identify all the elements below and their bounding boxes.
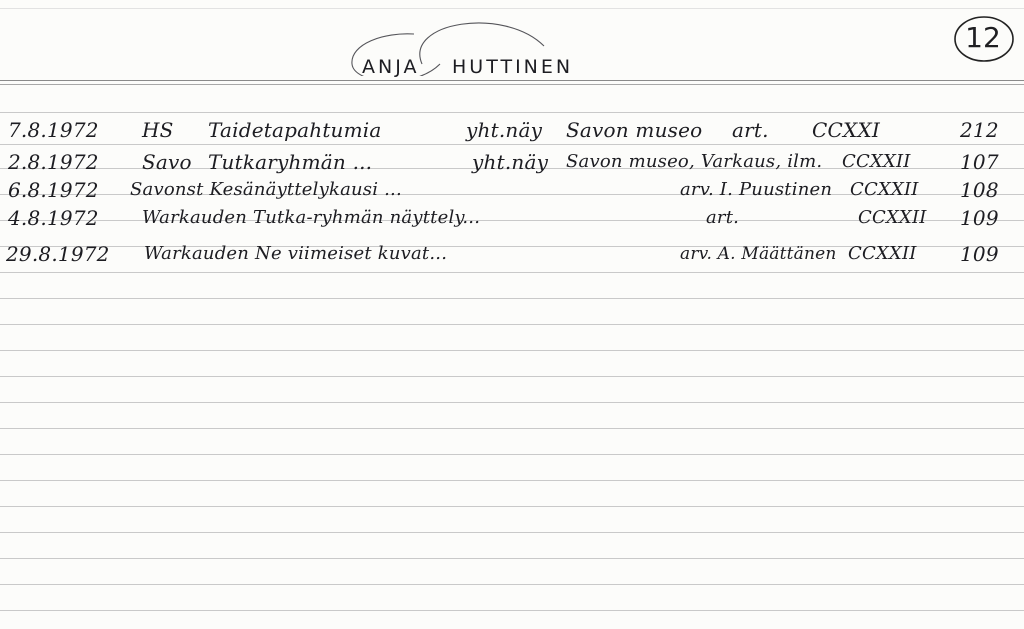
- rule-line: [0, 428, 1024, 429]
- rule-line: [0, 298, 1024, 299]
- entry-number: 108: [960, 178, 999, 202]
- entry-title: Warkauden Tutka-ryhmän näyttely...: [142, 207, 481, 228]
- entry-title: Taidetapahtumia: [208, 118, 382, 142]
- entry-volume: CCXXII: [858, 207, 927, 228]
- entry-volume: CCXXII: [850, 179, 919, 200]
- entry-title: Savonst Kesänäyttelykausi ...: [130, 179, 402, 200]
- card-number-text: 12: [965, 21, 1001, 54]
- rule-line: [0, 376, 1024, 377]
- entry-number: 107: [960, 150, 999, 174]
- rule-line: [0, 144, 1024, 145]
- person-name: [356, 50, 596, 86]
- rule-line: [0, 350, 1024, 351]
- entry-date: 7.8.1972: [8, 118, 99, 142]
- rule-line: [0, 584, 1024, 585]
- entry-type: yht.näy: [466, 118, 543, 142]
- entry-date: 6.8.1972: [8, 178, 99, 202]
- entry-volume: CCXXII: [842, 151, 911, 172]
- entry-venue: Savon museo, Varkaus, ilm.: [566, 151, 823, 172]
- entry-volume: CCXXI: [812, 118, 880, 142]
- rule-line: [0, 112, 1024, 113]
- entry-type: yht.näy: [472, 150, 549, 174]
- entry-title: Warkauden Ne viimeiset kuvat...: [144, 243, 448, 264]
- entry-reviewer: art.: [706, 207, 740, 228]
- rule-line: [0, 610, 1024, 611]
- entry-date: 29.8.1972: [6, 242, 110, 266]
- rule-line: [0, 480, 1024, 481]
- last-name: HUTTINEN: [452, 56, 574, 78]
- rule-line: [0, 532, 1024, 533]
- first-name: ANJA: [362, 56, 420, 78]
- rule-line: [0, 324, 1024, 325]
- entry-title: Tutkaryhmän ...: [208, 150, 373, 174]
- entry-reviewer: arv. I. Puustinen: [680, 179, 833, 200]
- rule-line: [0, 506, 1024, 507]
- rule-line: [0, 272, 1024, 273]
- entry-venue: Savon museo: [566, 118, 703, 142]
- entry-publication: HS: [142, 118, 174, 142]
- entry-reviewer: art.: [732, 118, 769, 142]
- entry-number: 109: [960, 242, 999, 266]
- rule-line: [0, 454, 1024, 455]
- card-number: [952, 14, 1018, 66]
- rule-line: [0, 402, 1024, 403]
- rule-line: [0, 8, 1024, 9]
- entry-date: 2.8.1972: [8, 150, 99, 174]
- entry-volume: CCXXII: [848, 243, 917, 264]
- entry-date: 4.8.1972: [8, 206, 99, 230]
- entry-publication: Savo: [142, 150, 192, 174]
- entry-number: 212: [960, 118, 999, 142]
- entry-reviewer: arv. A. Määttänen: [680, 244, 837, 264]
- rule-line: [0, 558, 1024, 559]
- entry-number: 109: [960, 206, 999, 230]
